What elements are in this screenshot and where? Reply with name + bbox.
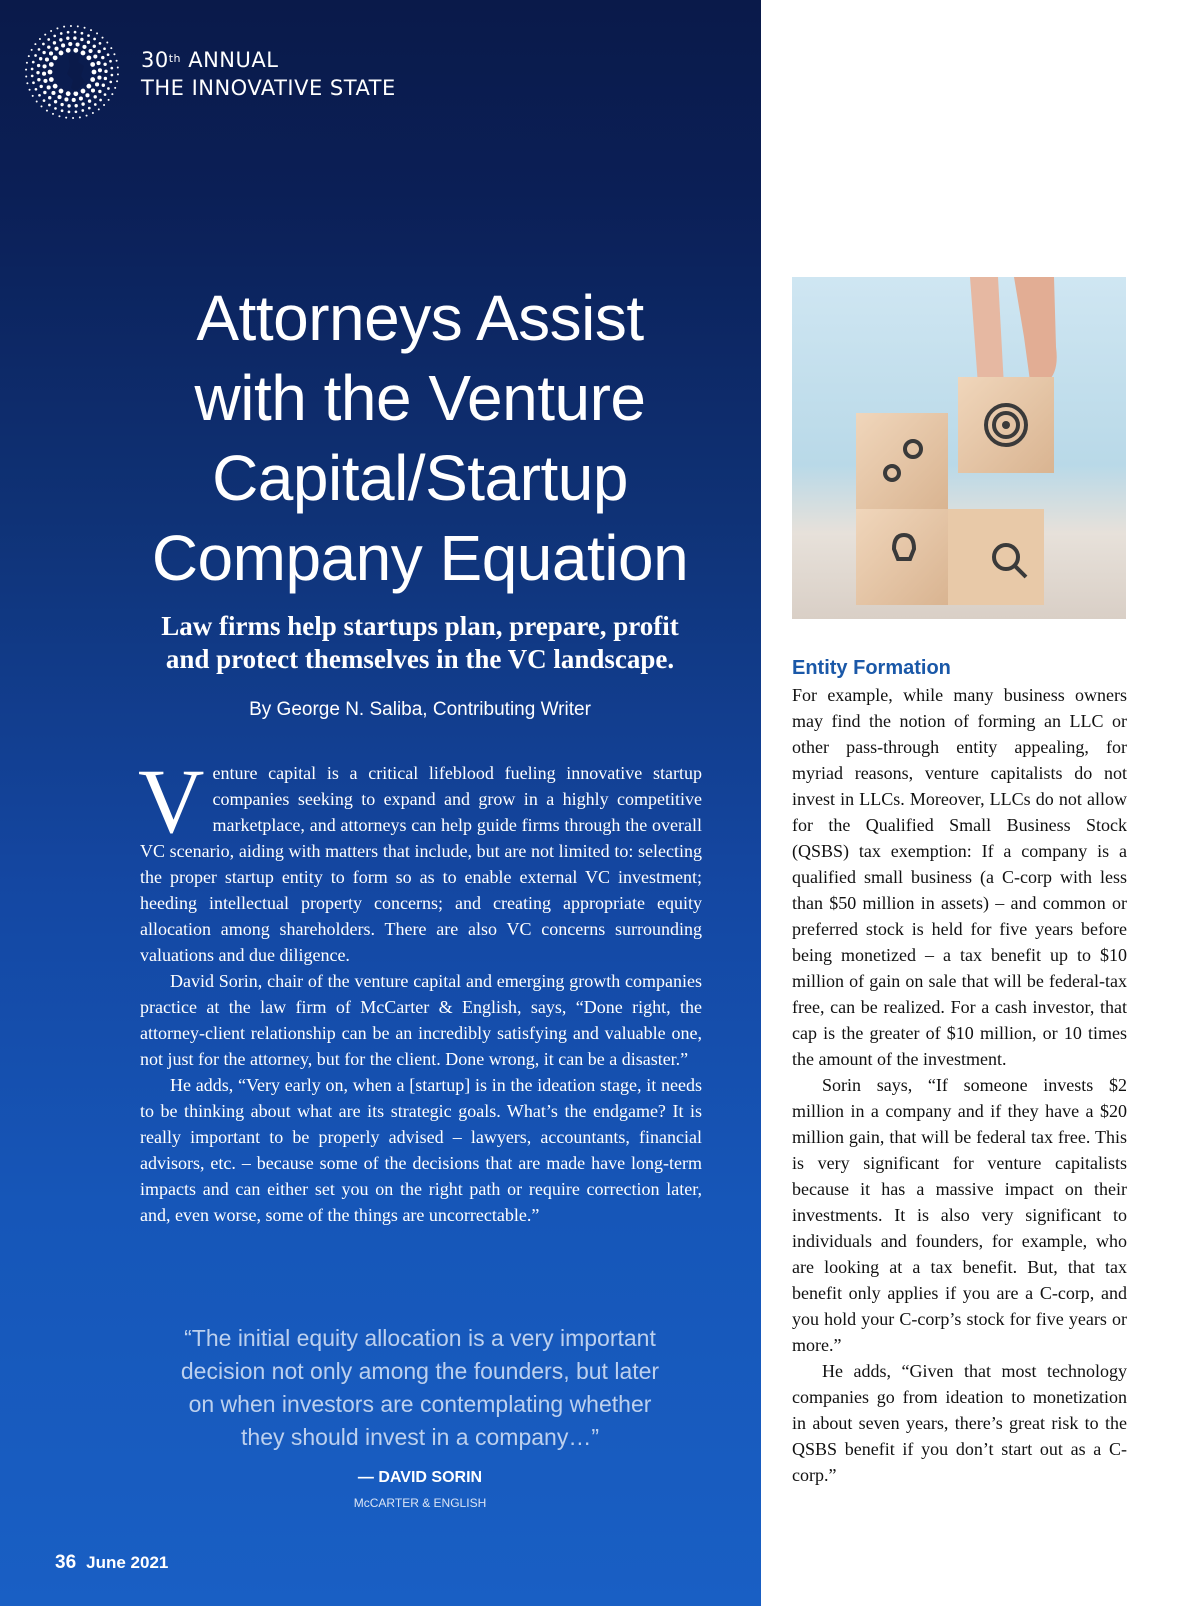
body-paragraph: Venture capital is a critical lifeblood fueling innovative startup companies seeking to expand and grow in a highly competitive marketplace, and attorneys can help guide firms through the overall VC scenario, aiding with matters that include, but are not limited to: selecting the proper startup entity to form so as to enable external VC investment; heeding intellectual property concerns; and creating appropriate equity allocation among shareholders. There are also VC concerns surrounding valuations and due diligence.	[138, 750, 702, 965]
section-tag	[141, 46, 396, 102]
page-number: 36	[55, 1552, 77, 1573]
article-subhead: Law firms help startups plan, prepare, profit and protect themselves in the VC landscape.	[161, 611, 679, 674]
byline: By George N. Saliba, Contributing Writer	[249, 699, 591, 720]
article-headline: Attorneys Assist with the Venture Capital/Startup Company Equation	[151, 282, 689, 594]
body-paragraph: For example, while many business owners may find the notion of forming an LLC or other pass-through entity appealing, for myriad reasons, venture capitalists do not invest in LLCs. Moreover, LLCs do not allow for the Qualified Small Business Stock (QSBS) tax exemption: If a company is a qualified small business (a C-corp with less than $50 million in assets) – and common or preferred stock is held for five years before being monetized – a tax benefit up to $10 million of gain on sale that will be federal-tax free, can be realized. For a cash investor, that cap is the greater of $10 million, or 10 times the amount of the investment.	[792, 685, 1127, 1069]
section-annual-line: 30th ANNUAL	[141, 48, 279, 72]
pull-quote: “The initial equity allocation is a very important decision not only among the founders, but later on when investors are contemplating whether they should invest in a company…”	[180, 1325, 660, 1450]
body-paragraph: Sorin says, “If someone invests $2 million in a company and if they have a $20 million gain, that will be federal tax free. This is very significant for venture capitalists because it has a massive impact on their investments. It is also very significant to individuals and founders, for example, who are looking at a tax benefit. But, that tax benefit only applies if you are a C-corp, and you hold your C-corp’s stock for five years or more.”	[792, 1075, 1127, 1355]
new-jersey-seal-logo	[24, 24, 120, 120]
body-paragraph: He adds, “Very early on, when a [startup] is in the ideation stage, it needs to be thinking about what are its strategic goals. What’s the endgame? It is really important to be properly advised – lawyers, accountants, financial advisors, etc. – because some of the decisions that are made have long-term impacts and can either set you on the right path or require correction later, and, even worse, some of the things are uncorrectable.”	[140, 1075, 702, 1225]
pull-quote-affiliation: McCARTER & ENGLISH	[353, 1496, 487, 1510]
page-folio	[55, 1552, 168, 1574]
pull-quote-author: — DAVID SORIN	[357, 1469, 483, 1486]
article-body-left	[138, 750, 702, 1228]
issue-date: June 2021	[86, 1553, 169, 1572]
body-paragraph: David Sorin, chair of the venture capital and emerging growth companies practice at the law firm of McCarter & English, says, “Done right, the attorney-client relationship can be an incredibly satisfying and valuable one, not just for the attorney, but for the client. Done wrong, it can be a disaster.”	[140, 971, 702, 1069]
section-title: THE INNOVATIVE STATE	[141, 76, 396, 100]
article-body-right	[792, 682, 1127, 1488]
body-paragraph: He adds, “Given that most technology companies go from ideation to monetization in about seven years, there’s great risk to the QSBS benefit if you don’t start out as a C-corp.”	[792, 1361, 1127, 1485]
entity-formation-heading: Entity Formation	[792, 657, 951, 679]
wooden-blocks-photo	[792, 277, 1126, 619]
drop-cap: V	[138, 750, 205, 852]
